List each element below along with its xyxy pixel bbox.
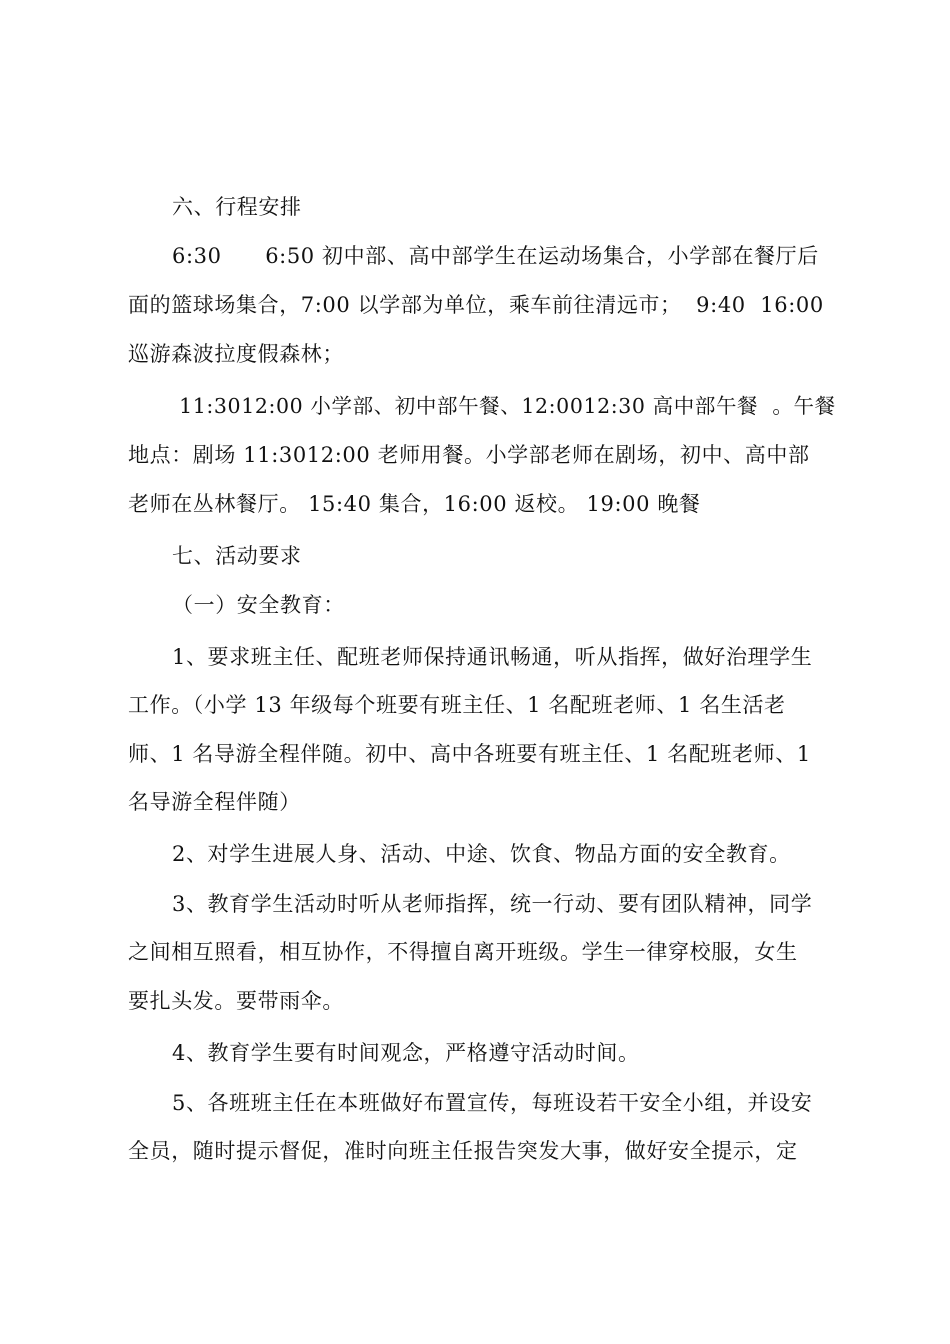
paragraph-line: 要扎头发。要带雨伞。: [128, 989, 344, 1013]
paragraph-line: 面的篮球场集合，7:00 以学部为单位，乘车前往清远市； 9:40 16:00: [128, 293, 824, 317]
paragraph-line: 3、教育学生活动时听从老师指挥，统一行动、要有团队精神，同学: [172, 892, 813, 916]
paragraph-line: 5、各班班主任在本班做好布置宣传，每班设若干安全小组，并设安: [172, 1091, 813, 1115]
paragraph-line: 6:30 6:50 初中部、高中部学生在运动场集合，小学部在餐厅后: [172, 244, 819, 268]
paragraph-line: 地点：剧场 11:3012:00 老师用餐。小学部老师在剧场，初中、高中部: [128, 443, 810, 467]
paragraph-line: 老师在丛林餐厅。 15:40 集合，16:00 返校。 19:00 晚餐: [128, 492, 701, 516]
paragraph-line: 全员，随时提示督促，准时向班主任报告突发大事，做好安全提示，定: [128, 1139, 798, 1163]
paragraph-line: 师、1 名导游全程伴随。初中、高中各班要有班主任、1 名配班老师、1: [128, 742, 811, 766]
paragraph-line: 巡游森波拉度假森林；: [128, 342, 344, 366]
paragraph-line: 工作。（小学 13 年级每个班要有班主任、1 名配班老师、1 名生活老: [128, 693, 786, 717]
paragraph-line: 11:3012:00 小学部、初中部午餐、12:0012:30 高中部午餐 。午餐: [172, 394, 836, 418]
section-heading-itinerary: 六、行程安排: [172, 195, 302, 219]
paragraph-line: 1、要求班主任、配班老师保持通讯畅通，听从指挥，做好治理学生: [172, 645, 813, 669]
paragraph-line: 4、教育学生要有时间观念，严格遵守活动时间。: [172, 1041, 640, 1065]
paragraph-line: 之间相互照看，相互协作，不得擅自离开班级。学生一律穿校服，女生: [128, 940, 798, 964]
subsection-heading-safety: （一）安全教育：: [172, 593, 345, 617]
paragraph-line: 2、对学生进展人身、活动、中途、饮食、物品方面的安全教育。: [172, 842, 791, 866]
paragraph-line: 名导游全程伴随）: [128, 790, 301, 814]
section-heading-requirements: 七、活动要求: [172, 544, 302, 568]
